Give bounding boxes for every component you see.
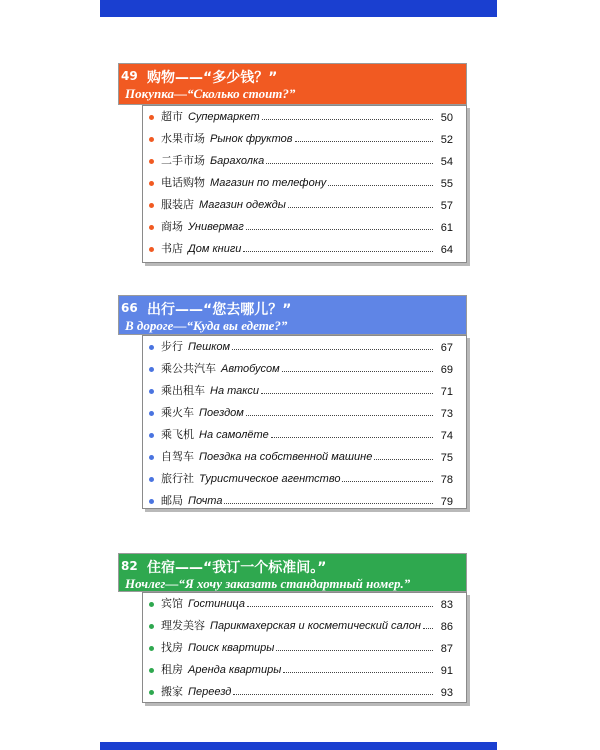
section-accommodation <box>118 553 467 703</box>
bullet-icon <box>149 137 154 142</box>
toc-item[interactable]: 乘火车 Поездом 73 <box>143 406 453 420</box>
page-number: 87 <box>440 643 453 655</box>
bullet-icon <box>149 690 154 695</box>
page-number: 83 <box>440 599 453 611</box>
section-header <box>118 63 467 105</box>
bullet-icon <box>149 646 154 651</box>
bullet-icon <box>149 624 154 629</box>
page-number: 69 <box>440 364 453 376</box>
toc-item[interactable]: 租房 Аренда квартиры 91 <box>143 663 453 677</box>
toc-item[interactable]: 水果市场 Рынок фруктов 52 <box>143 132 453 146</box>
bullet-icon <box>149 367 154 372</box>
section-number: 49 <box>121 69 138 83</box>
toc-item[interactable]: 乘出租车 На такси 71 <box>143 384 453 398</box>
section-title: 出行——“您去哪儿？” <box>147 302 292 318</box>
section-shopping <box>118 63 467 263</box>
bullet-icon <box>149 455 154 460</box>
toc-item[interactable]: 服装店 Магазин одежды 57 <box>143 198 453 212</box>
bullet-icon <box>149 203 154 208</box>
section-title: 购物——“多少钱？” <box>147 70 278 86</box>
bullet-icon <box>149 247 154 252</box>
page-number: 91 <box>440 665 453 677</box>
toc-item[interactable]: 电话购物 Магазин по телефону 55 <box>143 176 453 190</box>
toc-item[interactable]: 乘公共汽车 Автобусом 69 <box>143 362 453 376</box>
section-items-box <box>142 335 467 509</box>
toc-item[interactable]: 找房 Поиск квартиры 87 <box>143 641 453 655</box>
page-number: 73 <box>440 408 453 420</box>
toc-item[interactable]: 二手市场 Барахолка 54 <box>143 154 453 168</box>
page-number: 57 <box>440 200 453 212</box>
section-subtitle: Ночлег—“Я хочу заказать стандартный номер.” <box>125 576 411 591</box>
toc-item[interactable]: 理发美容 Парикмахерская и косметический салон 86 <box>143 619 453 633</box>
page-number: 93 <box>440 687 453 699</box>
bullet-icon <box>149 159 154 164</box>
bullet-icon <box>149 345 154 350</box>
toc-item[interactable]: 宾馆 Гостиница 83 <box>143 597 453 611</box>
bullet-icon <box>149 477 154 482</box>
page-number: 61 <box>440 222 453 234</box>
page-number: 67 <box>440 342 453 354</box>
section-travel <box>118 295 467 513</box>
page-number: 54 <box>440 156 453 168</box>
section-subtitle: В дороге—“Куда вы едете?” <box>125 318 288 333</box>
page-number: 71 <box>440 386 453 398</box>
toc-item[interactable]: 邮局 Почта 79 <box>143 494 453 508</box>
section-items-box <box>142 592 467 703</box>
toc-item[interactable]: 旅行社 Туристическое агентство 78 <box>143 472 453 486</box>
bullet-icon <box>149 181 154 186</box>
page-number: 52 <box>440 134 453 146</box>
section-number: 66 <box>121 301 138 315</box>
page-number: 86 <box>440 621 453 633</box>
toc-item[interactable]: 书店 Дом книги 64 <box>143 242 453 256</box>
bullet-icon <box>149 499 154 504</box>
bullet-icon <box>149 389 154 394</box>
section-number: 82 <box>121 559 138 573</box>
page-number: 74 <box>440 430 453 442</box>
top-color-bar <box>100 0 497 17</box>
section-items-box <box>142 105 467 263</box>
bullet-icon <box>149 411 154 416</box>
page-number: 50 <box>440 112 453 124</box>
page-number: 75 <box>440 452 453 464</box>
toc-item[interactable]: 乘飞机 На самолёте 74 <box>143 428 453 442</box>
page-number: 64 <box>440 244 453 256</box>
section-subtitle: Покупка—“Сколько стоит?” <box>125 86 296 101</box>
bullet-icon <box>149 433 154 438</box>
bullet-icon <box>149 225 154 230</box>
page-number: 79 <box>440 496 453 508</box>
section-header <box>118 295 467 335</box>
page-number: 55 <box>440 178 453 190</box>
section-title: 住宿——“我订一个标准间。” <box>147 560 327 576</box>
page-number: 78 <box>440 474 453 486</box>
section-header <box>118 553 467 592</box>
toc-item[interactable]: 商场 Универмаг 61 <box>143 220 453 234</box>
toc-item[interactable]: 超市 Супермаркет 50 <box>143 110 453 124</box>
toc-item[interactable]: 步行 Пешком 67 <box>143 340 453 354</box>
bullet-icon <box>149 602 154 607</box>
toc-item[interactable]: 自驾车 Поездка на собственной машине 75 <box>143 450 453 464</box>
bullet-icon <box>149 668 154 673</box>
bottom-color-bar <box>100 742 497 750</box>
toc-item[interactable]: 搬家 Переезд 93 <box>143 685 453 699</box>
bullet-icon <box>149 115 154 120</box>
